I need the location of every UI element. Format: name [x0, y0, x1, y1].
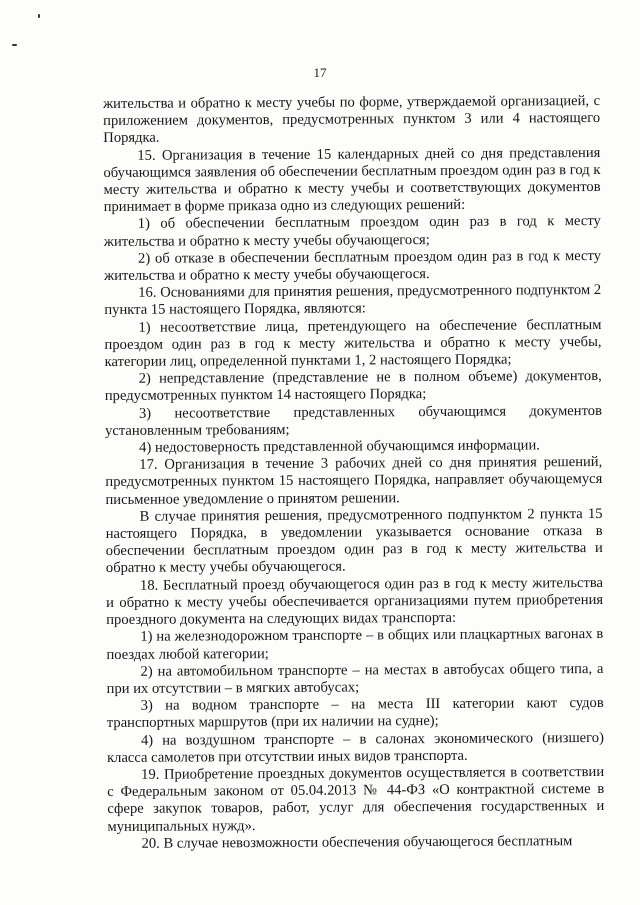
paragraph: 3) несоответствие представленных обучающимся документов установленным требованиям; — [104, 402, 602, 439]
page-number: 17 — [313, 65, 327, 80]
paragraph: 2) непредставление (представление не в полном объеме) документов, предусмотренных пунктом 14 настоящего Порядка; — [104, 368, 602, 405]
paragraph: 1) об обеспечении бесплатным проездом один раз в год к месту жительства и обратно к месту учебы обучающегося; — [103, 213, 601, 250]
paragraph: 15. Организация в течение 15 календарных дней со дня представления обучающимся заявления об обеспечении бесплатным проездом один раз в год к месту жительства и обратно к месту учебы и соответствующих документов принимает в форме приказа одно из следующих решений: — [103, 144, 601, 216]
paragraph: 2) на автомобильном транспорте – на местах в автобусах общего типа, а при их отсутствии – в мягких автобусах; — [106, 660, 604, 697]
paragraph: 17. Организация в течение 3 рабочих дней со дня принятия решений, предусмотренных пунктом 15 настоящего Порядка, направляет обучающемуся письменное уведомление о принятом решении. — [105, 454, 603, 508]
paragraph: 2) об отказе в обеспечении бесплатным проездом один раз в год к месту жительства и обратно к месту учебы обучающегося. — [104, 247, 602, 285]
paragraph: 1) несоответствие лица, претендующего на обеспечение бесплатным проездом один раз в год к месту жительства и обратно к месту учебы, категории лиц, определенной пунктами 1, 2 настоящего Порядка; — [104, 316, 602, 371]
paragraph: 19. Приобретение проездных документов осуществляется в соответствии с Федеральным законом от 05.04.2013 № 44-ФЗ «О контрактной системе в сфере закупок товаров, работ, услуг для обеспечения государственных и муниципальных нужд». — [107, 763, 605, 835]
paragraph: жительства и обратно к месту учебы по форме, утверждаемой организацией, с приложением документов, предусмотренных пунктом 3 или 4 настоящего Порядка. — [103, 92, 601, 147]
document-body — [103, 93, 605, 853]
scan-speck — [12, 44, 17, 46]
paragraph: В случае принятия решения, предусмотренного подпунктом 2 пункта 15 настоящего Порядка, в уведомлении указывается основание отказа в обеспечении бесплатным проездом один раз в год к месту жительства и обратно к месту учебы обучающегося. — [105, 505, 603, 577]
paragraph: 18. Бесплатный проезд обучающегося один раз в год к месту жительства и обратно к месту учебы обеспечивается организациями путем приобретения проездного документа на следующих видах транспорта: — [106, 574, 604, 629]
paragraph: 16. Основаниями для принятия решения, предусмотренного подпунктом 2 пункта 15 настоящего Порядка, являются: — [104, 282, 602, 319]
paragraph: 20. В случае невозможности обеспечения обучающегося бесплатным — [141, 832, 573, 852]
paragraph: 4) недостоверность представленной обучающимся информации. — [139, 437, 540, 456]
scan-speck — [38, 14, 40, 18]
paragraph: 3) на водном транспорте – на места III категории кают судов транспортных маршрутов (при их наличии на судне); — [106, 695, 604, 732]
paragraph: 4) на воздушном транспорте – в салонах экономического (низшего) класса самолетов при отсутствии иных видов транспорта. — [106, 729, 604, 766]
paragraph: 1) на железнодорожном транспорте – в общих или плацкартных вагонах в поездах любой категории; — [106, 626, 604, 663]
